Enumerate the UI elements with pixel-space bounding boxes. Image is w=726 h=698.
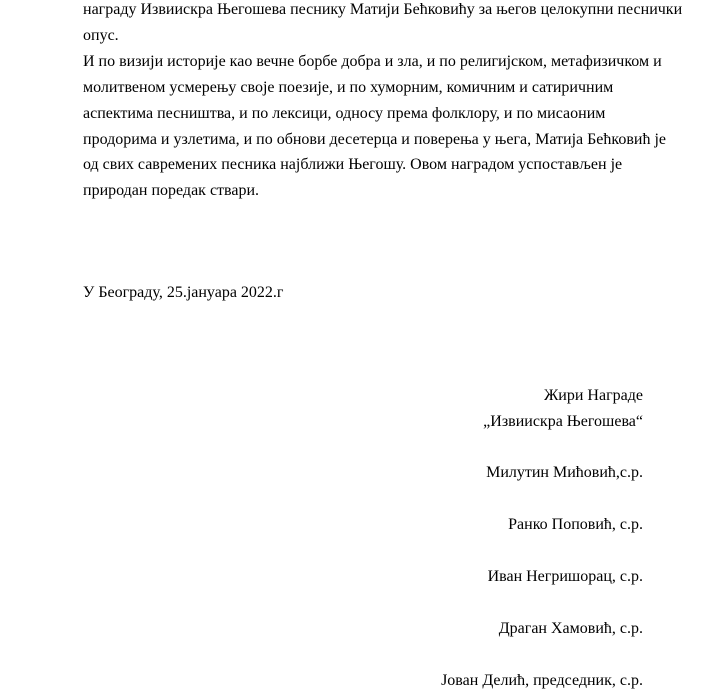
jury-signer: Јован Делић, председник, с.р. [441, 672, 643, 689]
jury-signer: Ранко Поповић, с.р. [508, 516, 643, 533]
jury-title: Жири Награде [543, 387, 643, 404]
jury-signer: Иван Негришорац, с.р. [487, 568, 643, 585]
jury-signer: Драган Хамовић, с.р. [498, 620, 643, 637]
jury-signer: Милутин Мићовић,с.р. [486, 464, 643, 481]
body-line: продорима и узлетима, и по обнови десетерца и поверења у њега, Матија Бећковић је [83, 130, 667, 148]
body-line: награду Извиискра Његошева песнику Матији Бећковићу за његов целокупни песнички [83, 1, 683, 18]
body-line: аспектима песништва, и по лексици, односу према фолклору, и по мисаоним [83, 104, 606, 122]
body-line: молитвеном усмерењу своје поезије, и по хуморним, комичним и сатиричним [83, 78, 614, 96]
body-line: природан поредак ствари. [83, 182, 260, 200]
jury-signature-block [441, 383, 643, 694]
body-paragraph [83, 0, 683, 204]
body-line: од свих савремених песника најближи Његошу. Овом наградом успостављен је [83, 156, 623, 174]
award-name: „Извиискра Његошева“ [483, 413, 643, 430]
body-line: И по визији историје као вечне борбе добра и зла, и по религијском, метафизичком и [83, 52, 662, 70]
body-line: опус. [83, 26, 119, 44]
date-line: У Београду, 25.јануара 2022.г [83, 284, 284, 301]
